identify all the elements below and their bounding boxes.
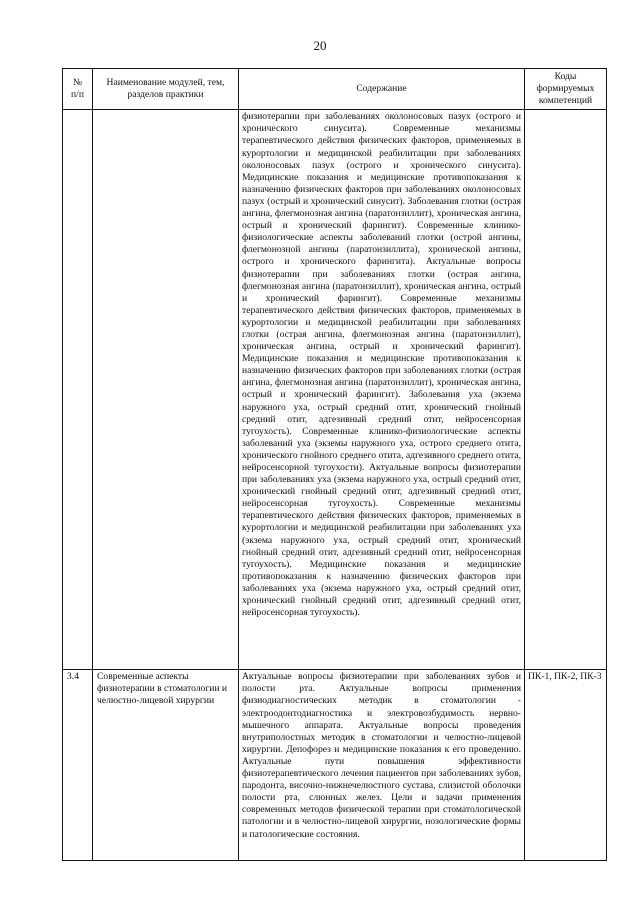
table-row [63,110,607,670]
header-name: Наименование модулей, тем, разделов практики [93,69,239,110]
header-codes: Коды формируемых компетенций [525,69,607,110]
row-codes: ПК-1, ПК-2, ПК-3 [525,670,607,861]
row-number: 3.4 [63,670,93,861]
row-name [93,110,239,670]
curriculum-table [62,68,607,861]
row-content: Актуальные вопросы физиотерапии при заболеваниях зубов и полости рта. Актуальные вопросы применения физиодиагностических методик в стоматологии - электроодонтодиагностика и электровозбудимость нервно-мышечного аппарата. Актуальные вопросы проведения внутриполостных методик в стоматологии и челюстно-лицевой хирургии. Депофорез и медицинские показания к его проведению. Актуальные пути повышения эффективности физиотерапевтического лечения пациентов при заболеваниях зубов, пародонта, височно-нижнечелюстного сустава, слизистой оболочки полости рта, слюнных желез. Цели и задачи применения современных методов физической терапии при стоматологической патологии и в челюстно-лицевой хирургии, нозологические формы и патологические состояния. [239,670,525,861]
row-number [63,110,93,670]
row-codes [525,110,607,670]
row-name: Современные аспекты физиотерапии в стоматологии и челюстно-лицевой хирургии [93,670,239,861]
table-row [63,670,607,861]
header-content: Содержание [239,69,525,110]
page-number: 20 [313,38,327,53]
row-content: физиотерапии при заболеваниях околоносовых пазух (острого и хронического синусита). Современные механизмы терапевтического действия физических факторов, применяемых в курортологии и медицинской реабилитации при заболеваниях околоносовых пазух (острого и хронического синусита). Медицинские показания и медицинские противопоказания к назначению физических факторов при заболеваниях околоносовых пазух (острый и хронический синусит). Заболевания глотки (острая ангина, флегмонозная ангина (паратонзиллит), хроническая ангина, острый и хронический фарингит). Современные клинико-физиологические аспекты заболеваний глотки (острой ангины, флегмонозной ангины (паратонзиллита), хронической ангины, острого и хронического фарингита). Актуальные вопросы физиотерапии при заболеваниях глотки (острая ангина, флегмонозная ангина (паратонзиллит), хроническая ангина, острый и хронический фарингит). Современные механизмы терапевтического действия физических факторов, применяемых в курортологии и медицинской реабилитации при заболеваниях глотки (острая ангина, флегмонозная ангина (паратонзиллит), хроническая ангина, острый и хронический фарингит). Медицинские показания и медицинские противопоказания к назначению физических факторов при заболеваниях глотки (острая ангина, флегмонозная ангина (паратонзиллит), хроническая ангина, острый и хронический фарингит). Заболевания уха (экзема наружного уха, острый средний отит, хронический гнойный средний отит, адгезивный средний отит, нейросенсорная тугоухость). Современные клинико-физиологические аспекты заболеваний уха (экземы наружного уха, острого среднего отита, хронического гнойного среднего отита, адгезивного среднего отита, нейросенсорной тугоухости). Актуальные вопросы физиотерапии при заболеваниях уха (экзема наружного уха, острый средний отит, хронический гнойный средний отит, адгезивный средний отит, нейросенсорная тугоухость). Современные механизмы терапевтического действия физических факторов, применяемых в курортологии и медицинской реабилитации при заболеваниях уха (экзема наружного уха, острый средний отит, хронический гнойный средний отит, адгезивный средний отит, нейросенсорная тугоухость). Медицинские показания и медицинские противопоказания к назначению физических факторов при заболеваниях уха (экзема наружного уха, острый средний отит, хронический гнойный средний отит, адгезивный средний отит, нейросенсорная тугоухость). [239,110,525,670]
table-header-row [63,69,607,110]
header-number: № п/п [63,69,93,110]
